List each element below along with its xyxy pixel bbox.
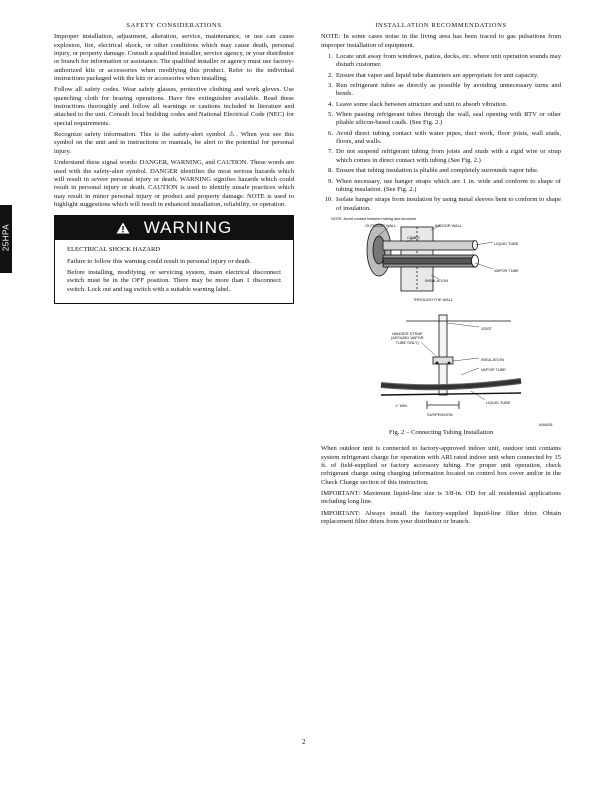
right-column (321, 22, 561, 529)
recommendation-list (321, 53, 561, 213)
indoor-wall-label: INDOOR WALL (435, 222, 463, 228)
list-item: 8. Ensure that tubing insulation is pliable and completely surrounds vapor tube. (328, 167, 539, 175)
through-wall-label: THROUGH THE WALL (413, 296, 453, 302)
important-line-size: IMPORTANT: Maximum liquid-line size is 3/8-in. OD for all residential applications including long line. (321, 489, 561, 506)
side-model-label: 25HPA (1, 223, 11, 252)
warning-subtitle: ELECTRICAL SHOCK HAZARD (67, 246, 161, 254)
list-item: 4. Leave some slack between structure and unit to absorb vibration. (328, 100, 508, 108)
joist-label: JOIST (481, 325, 493, 331)
charge-paragraph: When outdoor unit is connected to factory-approved indoor unit, outdoor unit contains system refrigerant charge for operation with ARI rated indoor unit when connected by 15 ft. of field-supplied or factory accessory tubing. For proper unit operation, check refrigerant charge using charging information located on control box cover and/or in the Check Charge section of this instruction. (321, 445, 561, 486)
min-width-label: 1" MIN. (395, 402, 408, 408)
list-item: 2. Ensure that vapor and liquid tube diameters are appropriate for unit capacity. (328, 71, 539, 79)
figure-caption: Fig. 2 – Connecting Tubing Installation (388, 428, 494, 436)
vapor-tube-label-2: VAPOR TUBE (481, 366, 506, 372)
list-item: 6. Avoid direct tubing contact with water pipes, duct work, floor joists, wall studs, floors, and walls. (328, 129, 561, 146)
warning-text-2: Before installing, modifying, or servicing system, main electrical disconnect switch must be in the OFF position. There may be more than 1 disconnect switch. Lock out and tag switch with a suitable warning label. (67, 268, 281, 293)
safety-paragraph-1: Improper installation, adjustment, alteration, service, maintenance, or use can cause explosion, fire, electrical shock, or other conditions which may cause death, personal injury, or property damage. Consult a qualified installer, service agency, or your distributor or branch for information or assistance. The qualified installer or agency must use factory-authorized kits or accessories when modifying this product. Refer to the individual instructions packaged with the kits or accessories when installing. (54, 33, 294, 83)
figure-note: NOTE: Avoid contact between tubing and structure (331, 216, 417, 221)
list-item: 10. Isolate hanger straps from insulation by using metal sleeves bent to conform to shape of insulation. (324, 196, 561, 212)
liquid-tube-label: LIQUID TUBE (494, 240, 519, 246)
outdoor-wall-label: OUTDOOR WALL (365, 222, 397, 228)
hanger-strap-label: HANGER STRAP (AROUND VAPOR TUBE ONLY) (391, 330, 424, 346)
important-filter-drier: IMPORTANT: Always install the factory-supplied liquid-line filter drier. Obtain replacement filter driers from your distributor or branch. (321, 509, 561, 525)
list-item: 1. Locate unit away from windows, patios, decks, etc. where unit operation sounds may disturb customer. (328, 53, 561, 69)
warning-text-1: Failure to follow this warning could result in personal injury or death. (67, 257, 252, 265)
suspension-label: SUSPENSION (427, 411, 453, 417)
insulation-label-2: INSULATION (481, 356, 505, 362)
warning-title: WARNING (143, 218, 233, 238)
tubing-figure (321, 215, 561, 427)
safety-paragraph-2: Follow all safety codes. Wear safety glasses, protective clothing and work gloves. Use quenching cloth for brazing operations. Have fire extinguisher available. Read these instructions thoroughly and follow all warnings or cautions included in literature and attached to the unit. Consult local building codes and National Electrical Code (NEC) for special requirements. (54, 86, 294, 127)
list-item: 3. Run refrigerant tubes as directly as possible by avoiding unnecessary turns and bends. (328, 82, 561, 98)
installation-note: NOTE: In some cases noise in the living area has been traced to gas pulsations from improper installation of equipment. (321, 33, 561, 49)
safety-heading: SAFETY CONSIDERATIONS (126, 22, 222, 29)
tubing-diagram (321, 215, 561, 427)
warning-banner (55, 216, 293, 240)
warning-body (55, 240, 293, 303)
figure-code: A94026 (539, 421, 553, 427)
installation-heading: INSTALLATION RECOMMENDATIONS (375, 22, 507, 29)
safety-paragraph-4: Understand these signal words: DANGER, WARNING, and CAUTION. These words are used with the safety-alert symbol. DANGER identifies the most serious hazards which will result in severe personal injury or death. WARNING signifies hazards which could result in personal injury or death. CAUTION is used to identify unsafe practices which may result in minor personal injury or product and property damage. NOTE is used to highlight suggestions which will result in enhanced installation, reliability, or operation. (54, 159, 294, 208)
list-item: 5. When passing refrigerant tubes through the wall, seal opening with RTV or other pliable silicon-based caulk. (See Fig. 2.) (328, 111, 561, 127)
vapor-tube-label: VAPOR TUBE (494, 267, 519, 273)
page-number: 2 (302, 738, 306, 746)
list-item: 7. Do not suspend refrigerant tubing from joists and studs with a rigid wire or strap which comes in direct contact with tubing (See Fig. 2.) (328, 148, 561, 164)
left-column (54, 22, 294, 304)
caulk-label: CAULK (407, 234, 420, 240)
safety-paragraph-3: Recognize safety information. This is the safety-alert symbol ⚠. When you see this symbol on the unit and in instructions or manuals, be alert to the potential for personal injury. (54, 131, 294, 155)
warning-box (54, 215, 294, 304)
warning-triangle-icon (116, 222, 130, 234)
liquid-tube-label-2: LIQUID TUBE (486, 399, 511, 405)
list-item: 9. When necessary, use hanger straps which are 1 in. wide and conform to shape of tubing insulation. (See Fig. 2.) (328, 177, 561, 193)
insulation-label: INSULATION (425, 277, 449, 283)
side-model-tab (0, 205, 12, 273)
